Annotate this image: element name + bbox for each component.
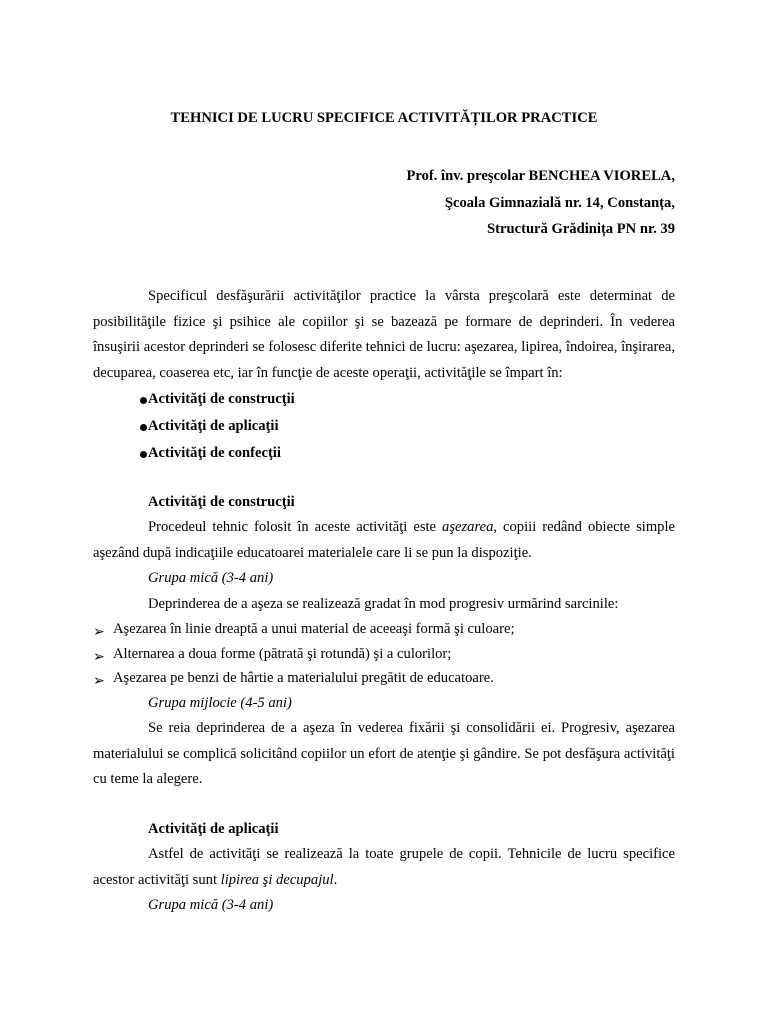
author-block	[406, 163, 675, 243]
group-label: Grupa mică (3-4 ani)	[148, 570, 274, 586]
arrow-right-icon: ➢	[93, 624, 105, 640]
activity-types-list	[93, 386, 675, 467]
section-paragraph: Se reia deprinderea de a aşeza în vederea fixării şi consolidării ei. Progresiv, aşezarea materialului se complică solicitând copiilor un efort de atenţie şi gândire. Se pot desfăşura activităţi cu teme la alegere.	[93, 720, 675, 787]
author-name: Prof. înv. preşcolar BENCHEA VIORELA,	[406, 168, 675, 184]
section-heading: Activităţi de aplicaţii	[148, 821, 279, 837]
arrow-right-icon: ➢	[93, 648, 105, 665]
section-paragraph: Astfel de activităţi se realizează la toate grupele de copii. Tehnicile de lucru specifice acestor activităţi sunt lipirea şi decupajul.	[93, 846, 675, 888]
author-school: Şcoala Gimnazială nr. 14, Constanța,	[444, 194, 675, 211]
list-item: ➢ Aşezarea pe benzi de hârtie a materialului pregătit de educatoare.	[93, 666, 675, 691]
document-title: TEHNICI DE LUCRU SPECIFICE ACTIVITĂȚILOR PRACTICE	[170, 110, 598, 126]
bullet-dot-icon	[140, 451, 147, 458]
arrow-right-icon: ➢	[93, 673, 105, 689]
section-paragraph: Deprinderea de a aşeza se realizează gradat în mod progresiv urmărind sarcinile:	[148, 595, 619, 612]
list-item: Activităţi de confecţii	[93, 440, 675, 467]
author-structure: Structură Grădinița PN nr. 39	[487, 221, 675, 237]
list-item: ➢ Aşezarea în linie dreaptă a unui material de aceeaşi formă şi culoare;	[93, 617, 675, 642]
intro-section	[93, 284, 675, 467]
bullet-dot-icon	[140, 397, 147, 404]
bullet-dot-icon	[140, 424, 147, 431]
tasks-list	[93, 617, 675, 691]
section-heading: Activităţi de construcţii	[148, 494, 295, 510]
intro-paragraph: Specificul desfăşurării activităţilor practice la vârsta preşcolară este determinat de posibilităţile fizice şi psihice ale copiilor şi se bazează pe formare de deprinderi. În vederea însuşirii acestor deprinderi se folosesc diferite tehnici de lucru: aşezarea, lipirea, îndoirea, înşirarea, decuparea, coaserea etc, iar în funcţie de aceste operaţii, activităţile se împart în:	[93, 288, 675, 381]
section-aplicatii	[93, 817, 675, 919]
list-item: ➢ Alternarea a doua forme (pătrată şi rotundă) şi a culorilor;	[93, 642, 675, 667]
section-constructii	[93, 490, 675, 793]
list-item: Activităţi de aplicaţii	[93, 413, 675, 440]
section-paragraph: Procedeul tehnic folosit în aceste activităţi este aşezarea, copiii redând obiecte simple aşezând după indicaţiile educatoarei materialele care li se pun la dispoziţie.	[93, 519, 675, 561]
group-label: Grupa mică (3-4 ani)	[148, 897, 274, 913]
list-item: Activităţi de construcţii	[93, 386, 675, 413]
group-label: Grupa mijlocie (4-5 ani)	[148, 694, 292, 711]
